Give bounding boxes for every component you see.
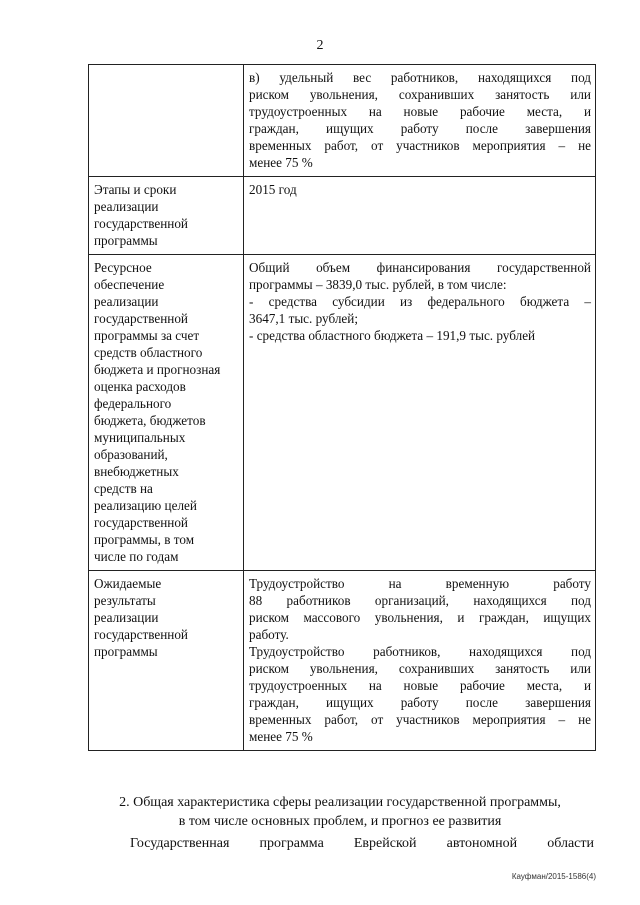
label-line: программы <box>94 233 158 248</box>
content-line: трудоустроенных на новые рабочие места, и <box>249 678 591 693</box>
content-line: 88 работников организаций, находящихся под <box>249 593 591 608</box>
content-line: Общий объем финансирования государственной <box>249 260 591 275</box>
content-line: Трудоустройство на временную работу <box>249 576 591 591</box>
label-line: государственной <box>94 216 188 231</box>
passport-content-cell <box>244 571 596 751</box>
section-heading-line: 2. Общая характеристика сферы реализации государственной программы, <box>119 795 561 810</box>
label-line: муниципальных <box>94 430 186 445</box>
passport-row <box>89 571 596 751</box>
section-heading-line: в том числе основных проблем, и прогноз ее развития <box>178 814 502 829</box>
content-line: - средства субсидии из федерального бюджета – <box>249 294 591 309</box>
label-line: бюджета, бюджетов <box>94 413 206 428</box>
label-line: оценка расходов <box>94 379 186 394</box>
content-line: граждан, ищущих работу после завершения <box>249 695 591 710</box>
content-line: граждан, ищущих работу после завершения <box>249 121 591 136</box>
label-line: программы, в том <box>94 532 195 547</box>
passport-label-cell <box>89 177 244 255</box>
content-line: в) удельный вес работников, находящихся под <box>249 70 591 85</box>
label-line: программы <box>94 644 158 659</box>
label-line: Ресурсное <box>94 260 152 275</box>
passport-content-cell <box>244 255 596 571</box>
label-line: федерального <box>94 396 172 411</box>
label-line: государственной <box>94 515 188 530</box>
body-paragraph: Государственная программа Еврейской автономной области <box>130 836 594 851</box>
label-line: средств областного <box>94 345 203 360</box>
document-code: Кауфман/2015-1586(4) <box>511 872 596 881</box>
passport-row <box>89 177 596 255</box>
label-line: Этапы и сроки <box>94 182 177 197</box>
content-line: программы – 3839,0 тыс. рублей, в том числе: <box>249 277 507 292</box>
label-line: программы за счет <box>94 328 200 343</box>
content-line: 3647,1 тыс. рублей; <box>249 311 359 326</box>
section-heading <box>60 793 620 831</box>
label-line: результаты <box>94 593 156 608</box>
passport-content-cell <box>244 177 596 255</box>
content-line: Трудоустройство работников, находящихся под <box>249 644 591 659</box>
label-line: бюджета и прогнозная <box>94 362 221 377</box>
program-passport-table <box>88 64 596 751</box>
content-line: риском массового увольнения, и граждан, ищущих <box>249 610 591 625</box>
page-number: 2 <box>316 38 324 53</box>
label-line: государственной <box>94 311 188 326</box>
label-line: средств на <box>94 481 153 496</box>
content-line: трудоустроенных на новые рабочие места, и <box>249 104 591 119</box>
content-line: менее 75 % <box>249 729 313 744</box>
label-line: числе по годам <box>94 549 179 564</box>
label-line: реализации <box>94 294 159 309</box>
content-line: временных работ, от участников мероприятия – не <box>249 138 591 153</box>
label-line: обеспечение <box>94 277 165 292</box>
label-line: образований, <box>94 447 168 462</box>
passport-label-cell <box>89 571 244 751</box>
label-line: реализации <box>94 610 159 625</box>
label-line: внебюджетных <box>94 464 179 479</box>
passport-label-cell <box>89 255 244 571</box>
content-line: менее 75 % <box>249 155 313 170</box>
passport-content-cell <box>244 65 596 177</box>
content-line: временных работ, от участников мероприятия – не <box>249 712 591 727</box>
label-line: реализации <box>94 199 159 214</box>
passport-row <box>89 65 596 177</box>
label-line: реализацию целей <box>94 498 197 513</box>
content-line: риском увольнения, сохранивших занятость или <box>249 661 591 676</box>
passport-row <box>89 255 596 571</box>
label-line: государственной <box>94 627 188 642</box>
label-line: Ожидаемые <box>94 576 162 591</box>
content-line: риском увольнения, сохранивших занятость или <box>249 87 591 102</box>
content-line: работу. <box>249 627 289 642</box>
content-line: 2015 год <box>249 182 297 197</box>
content-line: - средства областного бюджета – 191,9 тыс. рублей <box>249 328 536 343</box>
passport-label-cell <box>89 65 244 177</box>
